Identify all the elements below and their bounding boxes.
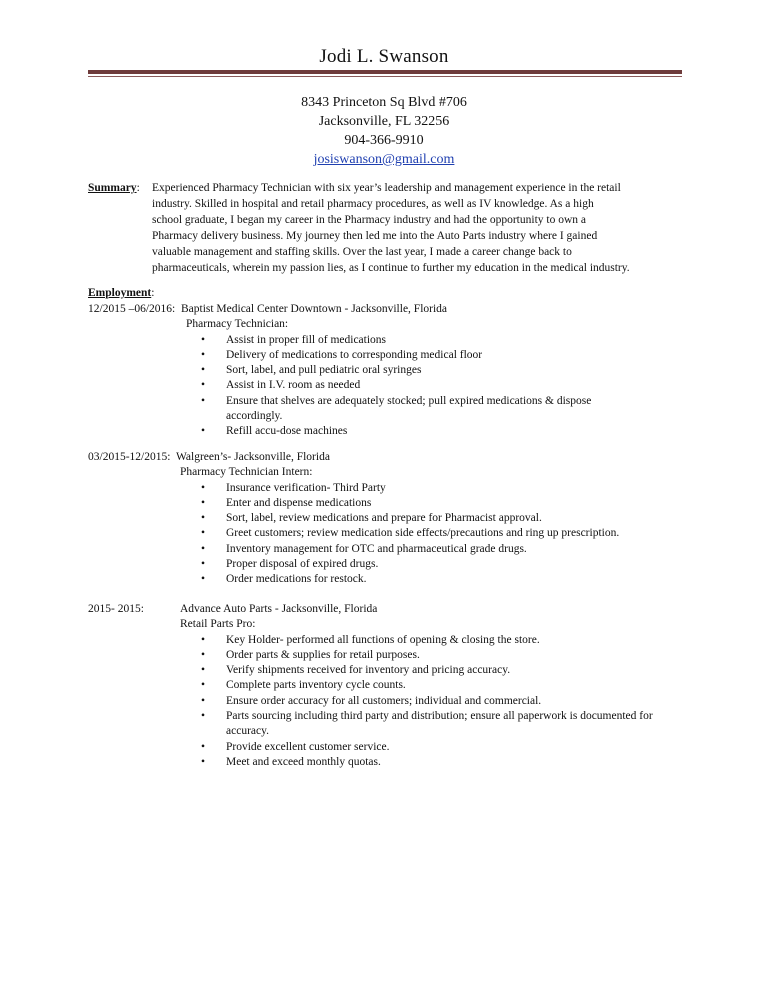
job-dates: 12/2015 –06/2016: xyxy=(88,303,176,315)
summary-line: Pharmacy delivery business. My journey then led me into the Auto Parts industry where I gained xyxy=(152,230,598,242)
header-divider-thick xyxy=(88,70,682,74)
duty-item: • Greet customers; review medication side effects/precautions and ring up prescription. xyxy=(88,526,688,541)
duty-item: • Insurance verification- Third Party xyxy=(88,481,688,496)
duty-item: • Key Holder- performed all functions of opening & closing the store. xyxy=(88,633,688,648)
job-header xyxy=(88,450,688,465)
address-line-2: Jacksonville, FL 32256 xyxy=(318,114,450,129)
header-divider-thin xyxy=(88,76,682,77)
job-employer: Baptist Medical Center Downtown - Jacksonville, Florida xyxy=(180,303,448,315)
contact-block xyxy=(0,93,768,169)
duty-item: • Refill accu-dose machines xyxy=(88,424,688,439)
job-entry xyxy=(88,302,688,440)
summary-line: valuable management and staffing skills. Over the last year, I made a career change back to xyxy=(152,246,572,258)
duty-item: • Assist in proper fill of medications xyxy=(88,333,688,348)
duty-item: • Assist in I.V. room as needed xyxy=(88,378,688,393)
duty-item: • Order parts & supplies for retail purposes. xyxy=(88,648,688,663)
duty-item: • Parts sourcing including third party and distribution; ensure all paperwork is documented for accuracy. xyxy=(88,709,686,740)
duty-item: • Order medications for restock. xyxy=(88,572,688,587)
duty-item: • Verify shipments received for inventory and pricing accuracy. xyxy=(88,663,688,678)
job-duties xyxy=(88,333,688,440)
candidate-name: Jodi L. Swanson xyxy=(319,46,449,67)
duty-item: • Delivery of medications to corresponding medical floor xyxy=(88,348,688,363)
duty-item: • Complete parts inventory cycle counts. xyxy=(88,678,688,693)
job-employer: Advance Auto Parts - Jacksonville, Florida xyxy=(180,603,378,615)
job-duties xyxy=(88,633,688,771)
job-entry xyxy=(88,450,688,588)
job-title: Pharmacy Technician: xyxy=(186,318,289,331)
summary-label: Summary: xyxy=(88,182,140,194)
duty-item: • Proper disposal of expired drugs. xyxy=(88,557,688,572)
duty-item: • Ensure order accuracy for all customers; individual and commercial. xyxy=(88,694,688,709)
duty-item: • Meet and exceed monthly quotas. xyxy=(88,755,688,770)
job-entry xyxy=(88,602,688,770)
phone-number: 904-366-9910 xyxy=(344,133,424,148)
job-dates: 03/2015-12/2015: xyxy=(88,451,171,463)
email-link[interactable]: josiswanson@gmail.com xyxy=(313,152,455,167)
summary-line: industry. Skilled in hospital and retail pharmacy procedures, as well as IV knowledge. As a high xyxy=(152,198,594,210)
job-employer: Walgreen’s- Jacksonville, Florida xyxy=(175,451,330,463)
job-duties xyxy=(88,481,688,588)
job-title: Pharmacy Technician Intern: xyxy=(180,466,313,479)
duty-item: • Sort, label, review medications and prepare for Pharmacist approval. xyxy=(88,511,688,526)
job-header xyxy=(88,602,688,617)
job-dates: 2015- 2015: xyxy=(88,603,144,615)
summary-line: school graduate, I began my career in the Pharmacy industry and had the opportunity to own a xyxy=(152,214,586,226)
job-header xyxy=(88,302,688,317)
summary-section xyxy=(88,180,688,276)
duty-item: • Inventory management for OTC and pharmaceutical grade drugs. xyxy=(88,542,688,557)
summary-text xyxy=(152,180,688,276)
duty-item: • Enter and dispense medications xyxy=(88,496,688,511)
job-title: Retail Parts Pro: xyxy=(180,618,256,631)
address-line-1: 8343 Princeton Sq Blvd #706 xyxy=(301,95,467,110)
summary-line: pharmaceuticals, wherein my passion lies, as I continue to further my education in the medical industry. xyxy=(152,262,630,274)
duty-item: • Provide excellent customer service. xyxy=(88,740,688,755)
duty-item: • Sort, label, and pull pediatric oral syringes xyxy=(88,363,688,378)
employment-label: Employment: xyxy=(88,287,155,299)
duty-item: • Ensure that shelves are adequately stocked; pull expired medications & dispose accordingly. xyxy=(88,394,626,425)
summary-line: Experienced Pharmacy Technician with six year’s leadership and management experience in the retail xyxy=(152,182,621,194)
